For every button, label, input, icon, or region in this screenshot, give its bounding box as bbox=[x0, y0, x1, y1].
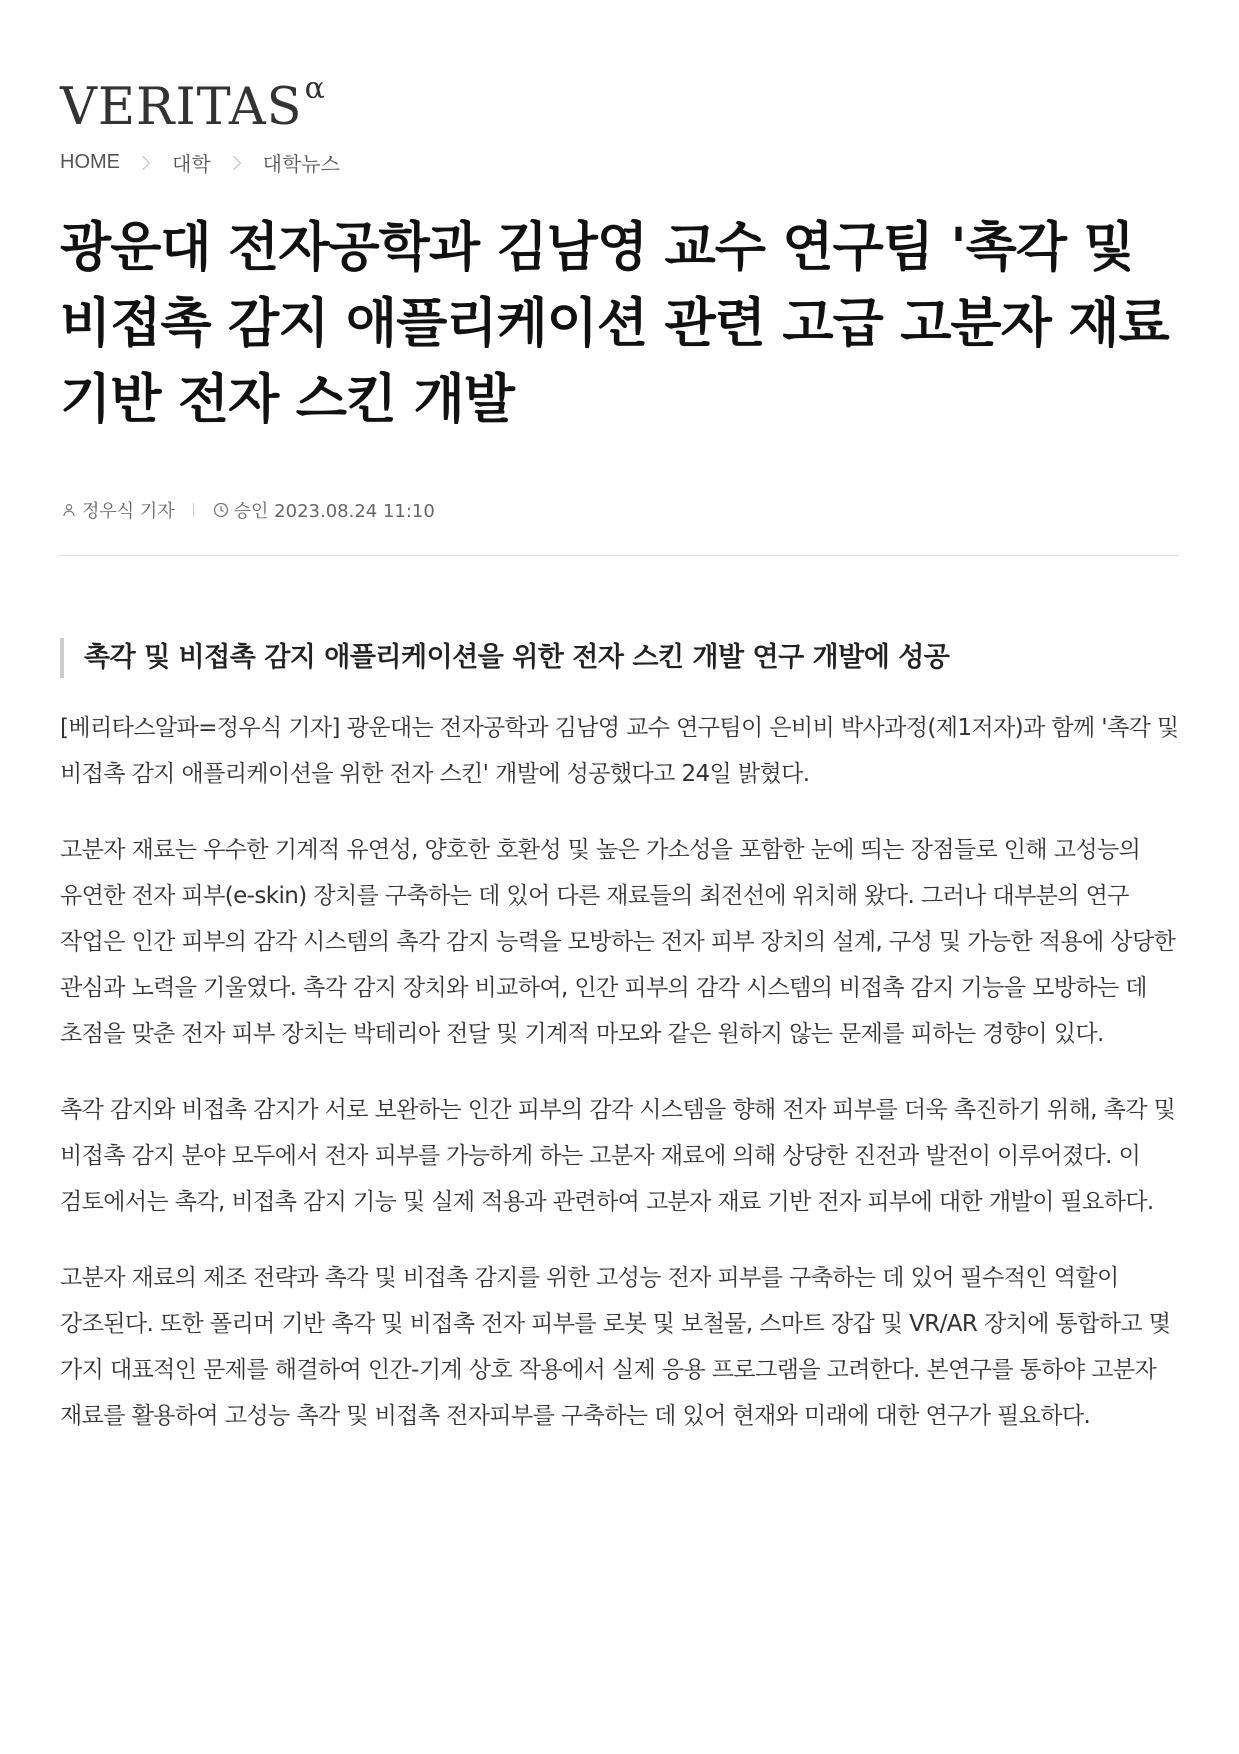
body-paragraph: [베리타스알파=정우식 기자] 광운대는 전자공학과 김남영 교수 연구팀이 은비비 박사과정(제1저자)과 함께 '촉각 및 비접촉 감지 애플리케이션을 위한 전자 스킨' 개발에 성공했다고 24일 밝혔다. bbox=[60, 715, 1179, 787]
article-title: 광운대 전자공학과 김남영 교수 연구팀 '촉각 및 비접촉 감지 애플리케이션 관련 고급 고분자 재료 기반 전자 스킨 개발 bbox=[60, 217, 1169, 430]
breadcrumb-university[interactable]: 대학 bbox=[172, 154, 211, 176]
author-name[interactable]: 정우식 기자 bbox=[82, 501, 175, 522]
body-paragraph: 촉각 감지와 비접촉 감지가 서로 보완하는 인간 피부의 감각 시스템을 향해 전자 피부를 더욱 촉진하기 위해, 촉각 및 비접촉 감지 분야 모두에서 전자 피부를 가능하게 하는 고분자 재료에 의해 상당한 진전과 발전이 이루어졌다. 이 검토에서는 촉각, 비접촉 감지 기능 및 실제 적용과 관련하여 고분자 재료 기반 전자 피부에 대한 개발이 필요하다. bbox=[60, 1097, 1176, 1215]
chevron-right-icon bbox=[136, 155, 150, 169]
logo-alpha: α bbox=[304, 71, 325, 106]
breadcrumb-home[interactable]: HOME bbox=[60, 151, 120, 173]
body-paragraph: 고분자 재료의 제조 전략과 촉각 및 비접촉 감지를 위한 고성능 전자 피부를 구축하는 데 있어 필수적인 역할이 강조된다. 또한 폴리머 기반 촉각 및 비접촉 전자 피부를 로봇 및 보철물, 스마트 장갑 및 VR/AR 장치에 통합하고 몇 가지 대표적인 문제를 해결하여 인간-기계 상호 작용에서 실제 응용 프로그램을 고려한다. 본연구를 통하야 고분자 재료를 활용하여 고성능 촉각 및 비접촉 전자피부를 구축하는 데 있어 현재와 미래에 대한 연구가 필요하다. bbox=[60, 1265, 1171, 1429]
chevron-right-icon bbox=[227, 155, 241, 169]
article-meta bbox=[60, 497, 435, 523]
site-logo[interactable] bbox=[60, 71, 325, 138]
header-divider bbox=[60, 555, 1179, 556]
meta-divider bbox=[193, 503, 194, 517]
breadcrumb bbox=[60, 148, 340, 177]
article-body bbox=[60, 705, 1179, 1469]
breadcrumb-university-news[interactable]: 대학뉴스 bbox=[262, 154, 340, 176]
clock-icon bbox=[212, 501, 230, 519]
body-paragraph: 고분자 재료는 우수한 기계적 유연성, 양호한 호환성 및 높은 가소성을 포함한 눈에 띄는 장점들로 인해 고성능의 유연한 전자 피부(e-skin) 장치를 구축하는 데 있어 다른 재료들의 최전선에 위치해 왔다. 그러나 대부분의 연구 작업은 인간 피부의 감각 시스템의 촉각 감지 능력을 모방하는 전자 피부 장치의 설계, 구성 및 가능한 적용에 상당한 관심과 노력을 기울였다. 촉각 감지 장치와 비교하여, 인간 피부의 감각 시스템의 비접촉 감지 기능을 모방하는 데 초점을 맞춘 전자 피부 장치는 박테리아 전달 및 기계적 마모와 같은 원하지 않는 문제를 피하는 경향이 있다. bbox=[60, 837, 1176, 1047]
user-icon bbox=[60, 501, 78, 519]
logo-text: VERITAS bbox=[60, 78, 303, 137]
article-subtitle: 촉각 및 비접촉 감지 애플리케이션을 위한 전자 스킨 개발 연구 개발에 성공 bbox=[60, 638, 1179, 678]
approved-datetime: 승인 2023.08.24 11:10 bbox=[233, 501, 435, 522]
